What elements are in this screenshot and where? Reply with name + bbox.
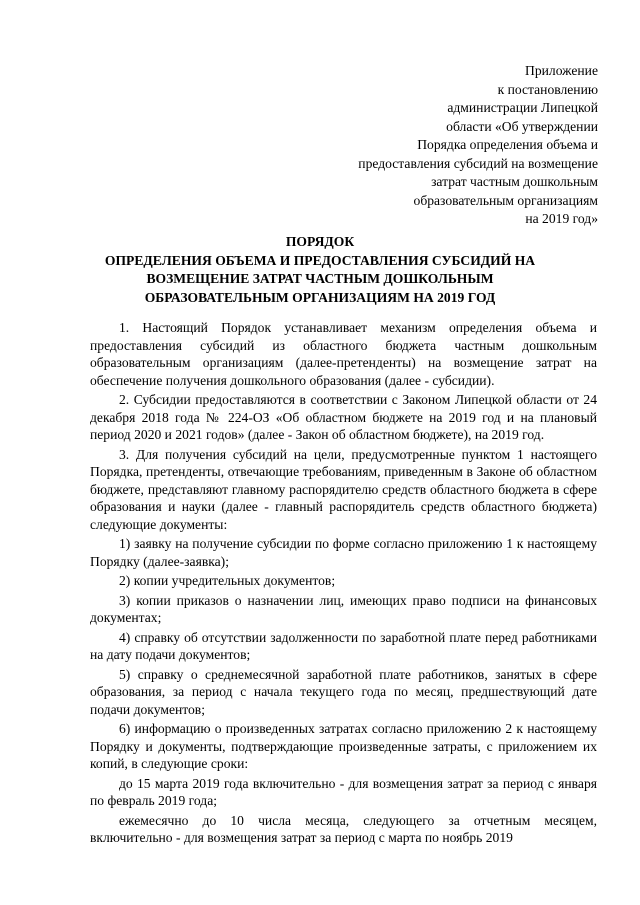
list-item-6: 6) информацию о произведенных затратах согласно приложению 2 к настоящему Порядку и документы, подтверждающие произведенные затраты, с приложением их копий, в следующие сроки:	[90, 721, 597, 771]
title-line: ОПРЕДЕЛЕНИЯ ОБЪЕМА И ПРЕДОСТАВЛЕНИЯ СУБСИДИЙ НА	[104, 252, 536, 268]
title-line: ВОЗМЕЩЕНИЕ ЗАТРАТ ЧАСТНЫМ ДОШКОЛЬНЫМ	[146, 271, 494, 286]
annex-line: администрации Липецкой	[447, 100, 598, 115]
annex-line: на 2019 год»	[525, 211, 598, 226]
title-line: ПОРЯДОК	[285, 234, 355, 249]
annex-line: Приложение	[525, 63, 598, 78]
annex-header	[298, 62, 598, 229]
paragraph-3: 3. Для получения субсидий на цели, предусмотренные пунктом 1 настоящего Порядка, претенденты, отвечающие требованиям, приведенным в Законе об областном бюджете, представляют главному распорядителю средств областного бюджета в сфере образования и науки (далее - главный распорядитель средств областного бюджета) следующие документы:	[90, 446, 597, 532]
list-item-5: 5) справку о среднемесячной заработной плате работников, занятых в сфере образования, за период с начала текущего года по месяц, предшествующий дате подачи документов;	[90, 666, 597, 717]
document-body	[90, 319, 597, 847]
paragraph-1: 1. Настоящий Порядок устанавливает механизм определения объема и предоставления субсидий из областного бюджета частным дошкольным образовательным организациям (далее-претенденты) на возмещение затрат на обеспечение получения дошкольного образования (далее - субсидии).	[90, 320, 597, 388]
list-item-1: 1) заявку на получение субсидии по форме согласно приложению 1 к настоящему Порядку (далее-заявка);	[90, 536, 597, 569]
list-item-2: 2) копии учредительных документов;	[119, 573, 336, 588]
annex-line: предоставления субсидий на возмещение	[358, 155, 598, 171]
list-item-3: 3) копии приказов о назначении лиц, имеющих право подписи на финансовых документах;	[90, 592, 597, 625]
annex-line: затрат частным дошкольным	[431, 174, 598, 189]
paragraph-2: 2. Субсидии предоставляются в соответствии с Законом Липецкой области от 24 декабря 2018 года № 224-ОЗ «Об областном бюджете на 2019 год и на плановый период 2020 и 2021 годов» (далее - Закон об областном бюджете), на 2019 год.	[90, 392, 597, 442]
title-line: ОБРАЗОВАТЕЛЬНЫМ ОРГАНИЗАЦИЯМ НА 2019 ГОД	[144, 289, 496, 305]
list-item-4: 4) справку об отсутствии задолженности по заработной плате перед работниками на дату подачи документов;	[90, 629, 597, 662]
annex-line: области «Об утверждении	[446, 118, 598, 134]
document-title	[80, 233, 560, 307]
annex-line: Порядка определения объема и	[417, 137, 598, 152]
deadline-1: до 15 марта 2019 года включительно - для возмещения затрат за период с января по февраль 2019 года;	[90, 775, 597, 808]
deadline-2: ежемесячно до 10 числа месяца, следующего за отчетным месяцем, включительно - для возмещения затрат за период с марта по ноябрь 2019	[90, 812, 597, 845]
annex-line: образовательным организациям	[413, 192, 598, 208]
annex-line: к постановлению	[497, 81, 598, 97]
